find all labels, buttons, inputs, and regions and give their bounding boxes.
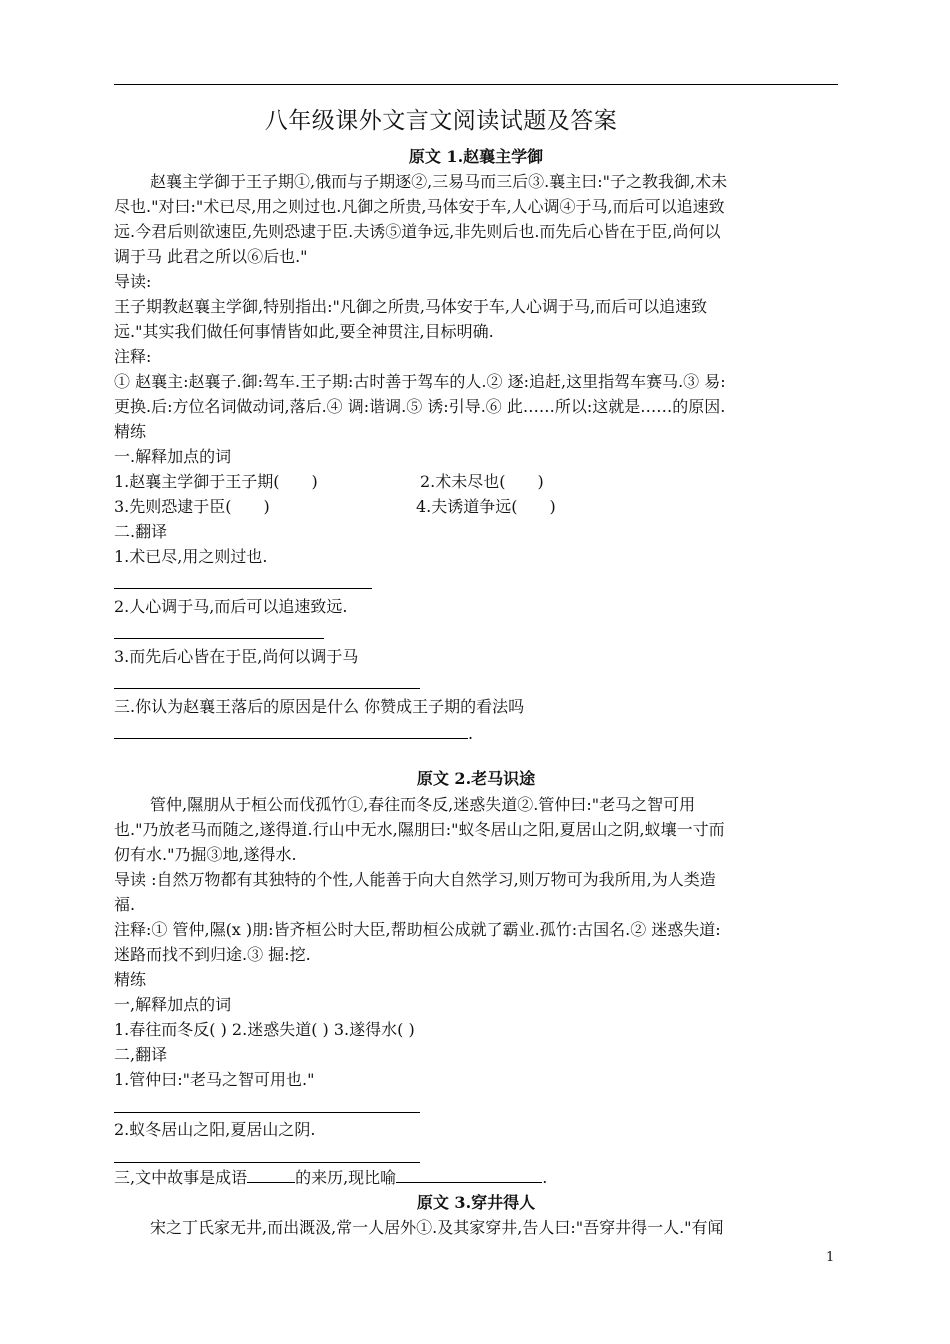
s1-q3: 三.你认为赵襄王落后的原因是什么 你赞成王子期的看法吗: [114, 697, 525, 716]
s1-translate-item: 2.人心调于马,而后可以追速致远.: [114, 597, 348, 616]
document-title: 八年级课外文言文阅读试题及答案: [264, 108, 618, 134]
s2-note-line: 迷路而找不到归途.③ 掘:挖.: [114, 945, 311, 964]
answer-line: [114, 1112, 420, 1113]
s1-note-line: ① 赵襄主:赵襄子.御:驾车.王子期:古时善于驾车的人.② 逐:追赶,这里指驾车赛马.③ 易:: [114, 372, 726, 391]
section-1-heading: 原文 1.赵襄主学御: [408, 147, 544, 166]
s2-q1-row: 1.春往而冬反( ) 2.迷惑失道( ) 3.遂得水( ): [114, 1020, 415, 1039]
s2-q2-heading: 二,翻译: [114, 1045, 168, 1064]
s1-q3-period: .: [468, 724, 474, 743]
s2-q3-text: .: [542, 1168, 548, 1187]
answer-blank: [247, 1168, 295, 1183]
s2-translate-item: 1.管仲曰:"老马之智可用也.": [114, 1070, 315, 1089]
answer-line: [114, 638, 324, 639]
s2-text-line: 管仲,隰朋从于桓公而伐孤竹①,春往而冬反,迷惑失道②.管仲曰:"老马之智可用: [150, 795, 696, 814]
s1-translate-item: 3.而先后心皆在于臣,尚何以调于马: [114, 647, 359, 666]
s2-q3-text: 的来历,现比喻: [295, 1168, 397, 1187]
s1-text-line: 远.今君后则欲速臣,先则恐逮于臣.夫诱⑤道争远,非先则后也.而先后心皆在于臣,尚何以: [114, 222, 721, 241]
s2-text-line: 也."乃放老马而随之,遂得道.行山中无水,隰朋曰:"蚁冬居山之阳,夏居山之阴,蚁壤一寸而: [114, 820, 725, 839]
s2-guide-line: 福.: [114, 895, 136, 914]
s1-text-line: 赵襄主学御于王子期①,俄而与子期逐②,三易马而三后③.襄主曰:"子之教我御,术未: [150, 172, 728, 191]
s1-q1-item: 3.先则恐逮于臣( ): [114, 497, 270, 516]
s2-text-line: 仞有水."乃掘③地,遂得水.: [114, 845, 297, 864]
s1-note-label: 注释:: [114, 347, 152, 366]
s1-q1-item: 2.术未尽也( ): [420, 472, 544, 491]
s3-text-line: 宋之丁氏家无井,而出溉汲,常一人居外①.及其家穿井,告人曰:"吾穿井得一人."有闻: [150, 1218, 724, 1237]
page-number: 1: [826, 1250, 835, 1265]
s1-guide-line: 远."其实我们做任何事情皆如此,要全神贯注,目标明确.: [114, 322, 494, 341]
header-rule: [114, 84, 838, 85]
s2-practice-label: 精练: [114, 970, 147, 989]
s1-text-line: 尽也."对曰:"术已尽,用之则过也.凡御之所贵,马体安于车,人心调④于马,而后可以追速致: [114, 197, 725, 216]
s1-q2-heading: 二.翻译: [114, 522, 168, 541]
answer-line: [114, 1162, 420, 1163]
section-3-heading: 原文 3.穿井得人: [416, 1193, 536, 1212]
s1-guide-line: 王子期教赵襄主学御,特别指出:"凡御之所贵,马体安于车,人心调于马,而后可以追速致: [114, 297, 708, 316]
s1-guide-label: 导读:: [114, 272, 152, 291]
answer-line: [114, 688, 420, 689]
s2-q1-heading: 一,解释加点的词: [114, 995, 232, 1014]
s1-q1-heading: 一.解释加点的词: [114, 447, 232, 466]
answer-blank: [396, 1168, 542, 1183]
s1-translate-item: 1.术已尽,用之则过也.: [114, 547, 268, 566]
s2-translate-item: 2.蚁冬居山之阳,夏居山之阴.: [114, 1120, 316, 1139]
s2-q3-text: 三,文中故事是成语: [114, 1168, 248, 1187]
s1-q1-row: [114, 495, 838, 519]
s1-q1-row: [114, 470, 838, 494]
answer-line: [114, 588, 372, 589]
s1-note-line: 更换.后:方位名词做动词,落后.④ 调:谐调.⑤ 诱:引导.⑥ 此……所以:这就是……的原因.: [114, 397, 726, 416]
s1-text-line: 调于马 此君之所以⑥后也.": [114, 247, 308, 266]
s2-note-line: 注释:① 管仲,隰(x )朋:皆齐桓公时大臣,帮助桓公成就了霸业.孤竹:古国名.② 迷惑失道:: [114, 920, 721, 939]
s1-q1-item: 1.赵襄主学御于王子期( ): [114, 472, 318, 491]
s1-practice-label: 精练: [114, 422, 147, 441]
answer-line: [114, 738, 468, 739]
section-2-heading: 原文 2.老马识途: [416, 769, 536, 788]
s2-q3-row: [114, 1166, 838, 1190]
s2-guide-line: 导读 :自然万物都有其独特的个性,人能善于向大自然学习,则万物可为我所用,为人类造: [114, 870, 716, 889]
s1-q1-item: 4.夫诱道争远( ): [416, 497, 556, 516]
